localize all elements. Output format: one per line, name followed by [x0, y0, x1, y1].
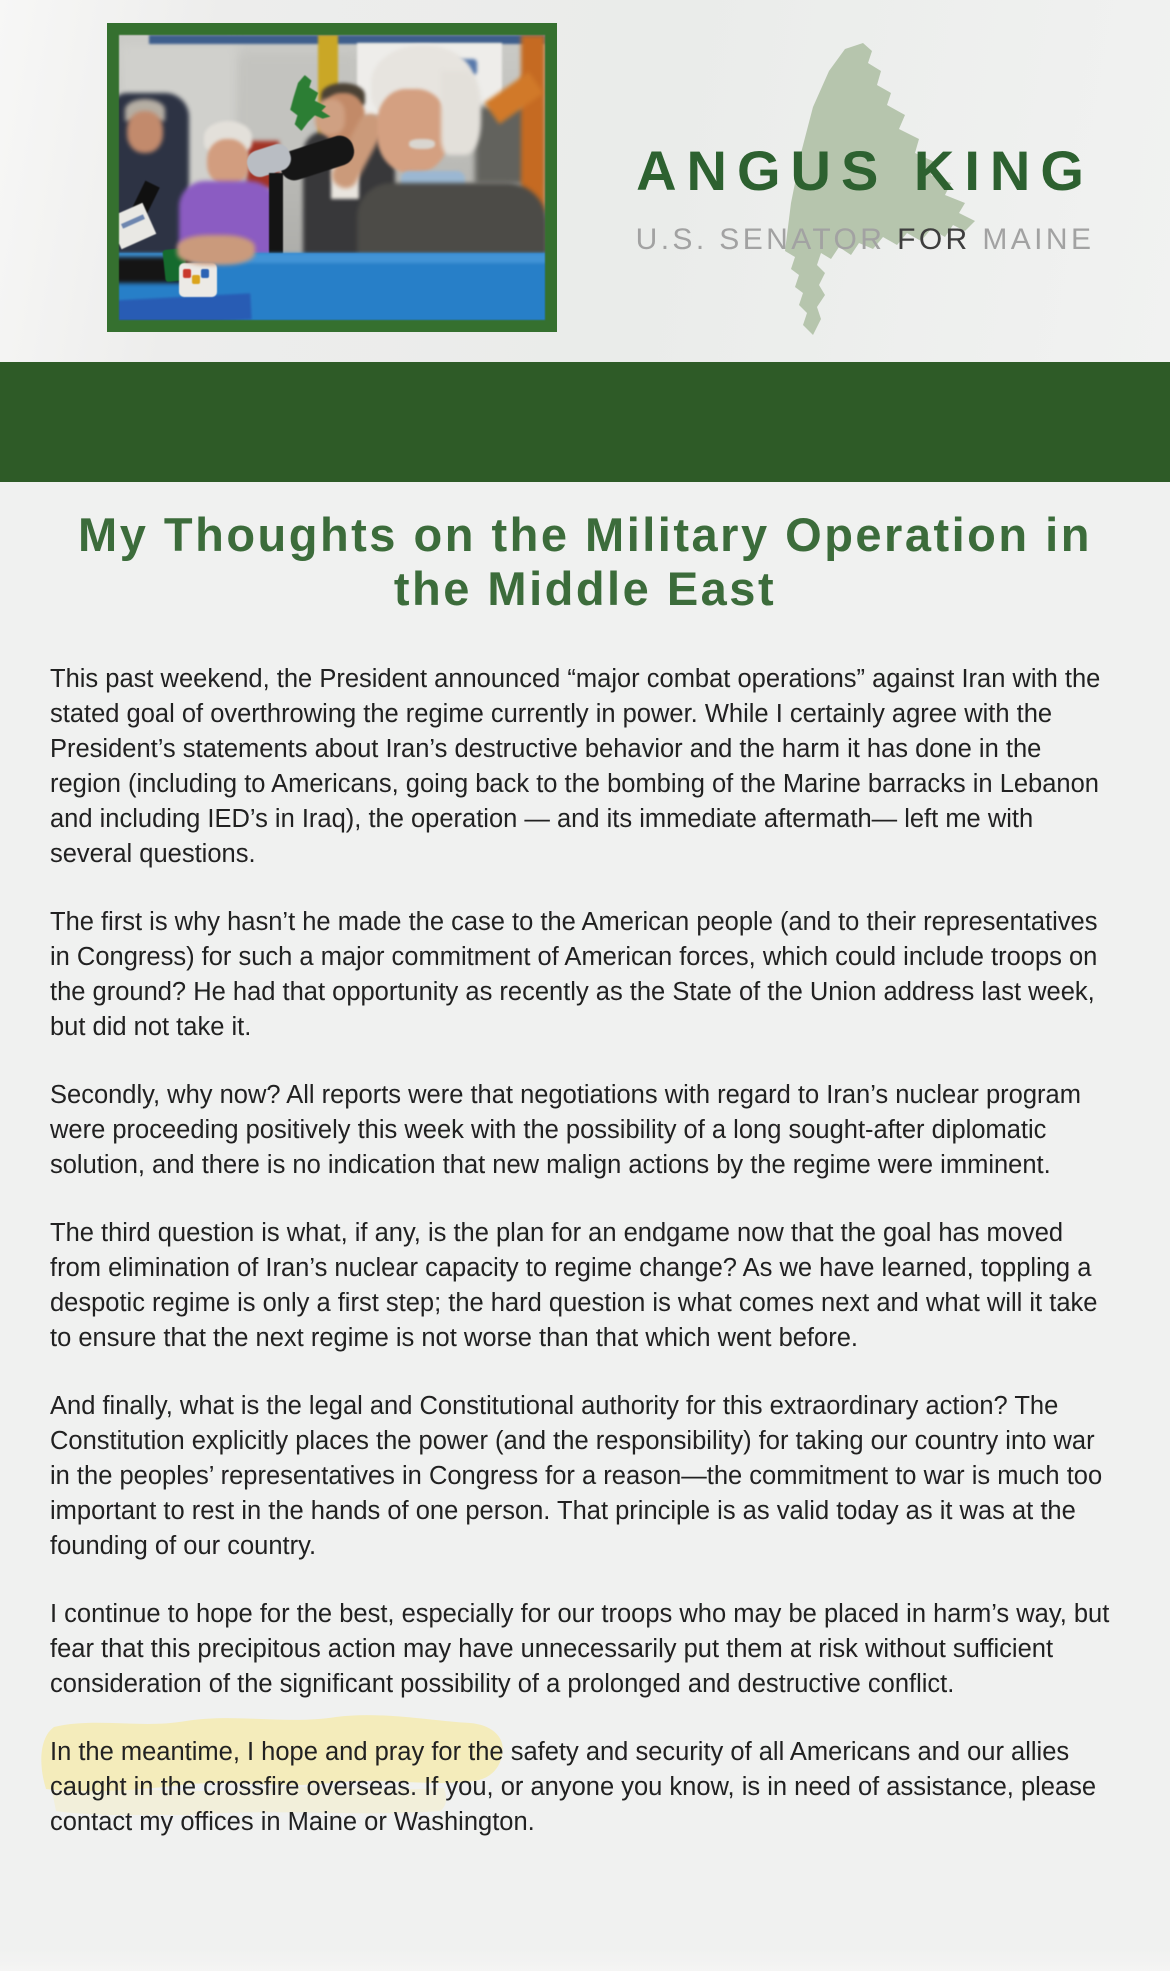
logo-subtitle — [560, 223, 1170, 257]
paragraph-1: This past weekend, the President announced “major combat operations” against Iran with the stated goal of overthrowing the regime currently in power. While I certainly agree with the President’s statements about Iran’s destructive behavior and the harm it has done in the region (including to Americans, going back to the bombing of the Marine barracks in Lebanon and including IED’s in Iraq), the operation — and its immediate aftermath— left me with several questions. — [50, 665, 1101, 868]
photo-canvas — [119, 35, 545, 320]
logo-subtitle-prefix: U.S. SENATOR — [635, 223, 898, 256]
paragraph-7-highlighted — [50, 1735, 1110, 1840]
paragraph-4: The third question is what, if any, is the plan for an endgame now that the goal has moved from elimination of Iran’s nuclear capacity to regime change? As we have learned, toppling a despotic regime is only a first step; the hard question is what comes next and what will it take to ensure that the next regime is not worse than that which went before. — [50, 1219, 1098, 1352]
section-divider — [0, 1949, 1170, 1971]
newsletter-header — [0, 0, 1170, 362]
logo-subtitle-for: FOR — [897, 223, 971, 256]
green-banner — [0, 362, 1170, 482]
logo-subtitle-suffix: MAINE — [970, 223, 1095, 256]
article-title: My Thoughts on the Military Operation in the Middle East — [78, 508, 1092, 615]
paragraph-6: I continue to hope for the best, especially for our troops who may be placed in harm’s way, but fear that this precipitous action may have unnecessarily put them at risk without sufficient consideration of the significant possibility of a prolonged and destructive conflict. — [50, 1600, 1110, 1698]
logo-name: ANGUS KING — [636, 139, 1094, 202]
press-conference-photo — [107, 23, 557, 332]
highlighted-text: In the meantime, I hope and pray — [50, 1738, 425, 1766]
angus-king-logo — [560, 0, 1170, 362]
paragraph-5: And finally, what is the legal and Constitutional authority for this extraordinary action? The Constitution explicitly places the power (and the responsibility) for taking our country into war in the peoples’ representatives in Congress for a reason—the commitment to war is much too important to rest in the hands of one person. That principle is as valid today as it was at the founding of our country. — [50, 1392, 1103, 1560]
paragraph-3: Secondly, why now? All reports were that negotiations with regard to Iran’s nuclear program were proceeding positively this week with the possibility of a long sought-after diplomatic solution, and there is no indication that new malign actions by the regime were imminent. — [50, 1081, 1081, 1179]
paragraph-2: The first is why hasn’t he made the case to the American people (and to their representatives in Congress) for such a major commitment of American forces, which could include troops on the ground? He had that opportunity as recently as the State of the Union address last week, but did not take it. — [50, 908, 1098, 1041]
final-paragraph-rest: for the safety and security of all Americans and our allies caught in the crossfire overseas. If you, or anyone you know, is in need of assistance, please contact my offices in Maine or Washington. — [50, 1738, 1097, 1836]
article-body — [0, 482, 1170, 1840]
